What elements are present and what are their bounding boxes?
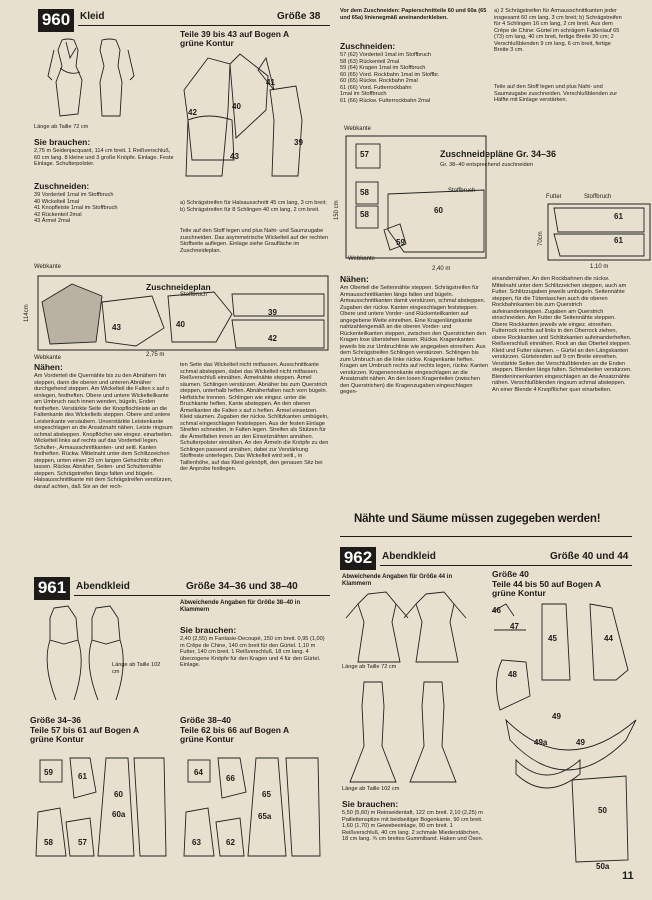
dress-960-illustration	[32, 36, 152, 126]
list-item: 58 (63) Rückenteil 2mal	[340, 58, 400, 65]
plan-webkante-bottom-960: Webkante	[34, 355, 61, 361]
plans-title-961: Zuschneidepläne Gr. 34–36	[440, 149, 557, 159]
pattern-960-size: Größe 38	[277, 11, 321, 22]
naehen-col2-960: ten Seite das Wickelteil nicht mitfassen. Ausschnittkante schmal absteppen, dabei das Wickelteil nicht mitfassen. Reißverschluß einnähen. Ärmelnähte steppen. Ärmel säumen. Schlingen verstürzen. Abnäher bis zum Querstrich steppen, unterhalb heften. Abnäherfalten nach vorn bügeln. Heftstiche trennen. Schlingen wie eingez. unter die Bruchkante heften, Kante absteppen. An den oberen Ärmelkanten die Falten x auf o heften. Ärmel einsetzen. Kleid säumen. Zugaben der rückw. Schlitzkanten umbügeln, schmal eingeschlagen feststeppen. Aus der festen Einlage Streifen schneiden, in Falten legen. Streifen als Stützen für die Ärmelfalten innen an den Einsetznähten annähen. Schulterpolster einnähen. An den Ärmeln die Knöpfe zu den Schlingen passend annähen, dabei zur Verstärkung Stoffreste unterlegen. Das Wickelteil wird seitl., in Taillenhöhe, auf das Kleid geknöpft, den genauen Sitz bei der Anprobe festlegen.	[180, 362, 329, 472]
header-rule-962	[380, 565, 632, 566]
piece-label-57: 57	[78, 838, 87, 847]
naehen-col2-961: einandernähen. An den Rockbahnen die rückw. Mittelnaht unter dem Schlitzzeichen steppen, auch am Futter. Schlitzzugaben jeweils umbügeln. Seitennähte steppen, für die Tütentaschen auch die oberen Rockbahnkanten bis zum Querstrich aufeinandersteppen. Zugaben am Querstrich einschneiden. Am Futter die Seitennähte steppen. Obere Rockkanten jeweils wie eingez. einreihen. Futterrock rechts auf links in den Oberrock ziehen, obere Rockkanten und Schlitzkanten aufeinanderheften. Reißverschluß einnähen. Rock an das Oberteil steppen. Kleid und Futter säumen. – Gürtel an den Längskanten verstürzen. Gürtelenden auf 9 cm Breite einreihen. Verstärkte Seiten der Verschlußblenden an die Enden steppen. Blenden längs falten. Schmalseiten verstürzen. Blendeninnenkanten eingeschlagen an die Ansatznähte nähen. Verschlußblenden ringsum schmal absteppen. An einer Blende 4 Knopflöcher quer einarbeiten.	[492, 276, 632, 393]
plan-piece-58b: 58	[360, 210, 369, 219]
piece-label-58: 58	[44, 838, 53, 847]
warning-banner: Nähte und Säume müssen zugegeben werden!	[354, 513, 601, 525]
pattern-number-962: 962	[340, 547, 376, 570]
zuschneiden-list-961	[340, 52, 490, 104]
plan-title-960: Zuschneideplan	[146, 282, 211, 292]
list-item: 61 (66) Vord. Futterrockbahn 1mal im Stoffbruch	[340, 84, 412, 97]
piece-label-59: 59	[44, 768, 53, 777]
plans-subtitle-961: Gr. 38–40 entsprechend zuschneiden	[440, 162, 533, 168]
plans-webkante-bottom: Webkante	[348, 256, 375, 262]
piece-label-49: 49	[552, 712, 561, 721]
piece-label-65a: 65a	[258, 812, 272, 821]
piece-label-49a: 49a	[534, 738, 548, 747]
pattern-960-title: Kleid	[80, 11, 105, 22]
zuschneiden-list-960	[34, 192, 174, 225]
list-item: 42 Rückenteil 2mal	[34, 211, 82, 218]
piece-label-65: 65	[262, 790, 271, 799]
sie-brauchen-text-961: 2,40 (2,55) m Fantasie-Decoupé, 150 cm breit. 0,95 (1,00) m Crêpe de Chine, 140 cm breit für den Gürtel. 1,10 m Futter, 140 cm breit. 1 Reißverschluß, 18 cm lang. 4 überzogene Knöpfe für den Kragen und 4 für den Gürtel. Einlage.	[180, 636, 325, 668]
pattern-962-title: Abendkleid	[382, 551, 436, 562]
list-item: 43 Ärmel 2mal	[34, 218, 71, 224]
piece-label-63: 63	[192, 838, 201, 847]
size-title-962: Größe 40	[492, 569, 529, 579]
plans-futter: Futter	[546, 194, 562, 200]
lining-piece-61a: 61	[614, 212, 623, 221]
plan-piece-58a: 58	[360, 188, 369, 197]
naehen-title-961: Nähen:	[340, 274, 369, 284]
plan-webkante-top-960: Webkante	[34, 264, 61, 270]
pattern-961-size: Größe 34–36 und 38–40	[186, 581, 298, 592]
plans-length-label: 2,40 m	[432, 266, 451, 272]
list-item: 40 Wickelteil 1mal	[34, 198, 80, 205]
pattern-number-961: 961	[34, 577, 70, 600]
piece-label-62: 62	[226, 838, 235, 847]
plan-piece-40: 40	[176, 320, 185, 329]
parts-heading-962: Teile 44 bis 50 auf Bogen A grüne Kontur	[492, 579, 602, 598]
length-note-960: Länge ab Taille 72 cm	[34, 124, 89, 130]
plan-width-960: 114cm	[24, 304, 30, 322]
piece-label-66: 66	[226, 774, 235, 783]
lining-length-label: 1,10 m	[590, 264, 609, 270]
zuschneiden-title-960: Zuschneiden:	[34, 181, 90, 191]
list-item: 41 Knopfleiste 1mal im Stoffbruch	[34, 205, 118, 211]
sie-brauchen-text-962: 5,50 (5,60) m Reinseidentaft, 122 cm breit. 2,10 (2,25) m Paillettenspitze mit beidseitiger Bogenkante, 90 cm breit. 1,60 (1,70) m Gewebeeinlage, 90 cm breit. 1 Reißverschluß, 40 cm lang. 2 schmale Miederstäbchen, 18 cm lang. ¾ cm breites Gummiband. Haken und Ösen.	[342, 810, 484, 842]
parts-heading-960: Teile 39 bis 43 auf Bogen A grüne Kontur	[180, 29, 290, 48]
header-rule-961	[74, 595, 330, 596]
deviation-note-962: Abweichende Angaben für Größe 44 in Klammern	[342, 574, 453, 587]
plan-piece-39: 39	[268, 308, 277, 317]
piece-label-60: 60	[114, 790, 123, 799]
piece-label-45: 45	[548, 634, 557, 643]
piece-label-41: 41	[266, 78, 275, 87]
plan-stoffbruch-960: Stoffbruch	[180, 292, 208, 298]
length-note-962-b: Länge ab Taille 102 cm	[342, 786, 400, 792]
pattern-number-960: 960	[38, 9, 74, 32]
piece-label-43: 43	[230, 152, 239, 161]
piece-label-42: 42	[188, 108, 197, 117]
piece-label-48: 48	[508, 670, 517, 679]
naehen-col1-961: Am Oberteil die Seitennähte steppen. Schrägstreifen für Armausschnittkanten längs falten und bügeln. Armausschnittkanten damit verstürzen, schmal absteppen. Zugaben der rückw. Kanten eingeschlagen feststeppen. Obere und untere Vorder- und Rückenteilkanten auf angegebene Weite einreihen. Eine Kragenlängskante nahtzahlengemäß an die oberen Vorder- und Rückenteilkanten steppen, zwischen den Querstrichen den Kragen lose überstehen lassen. Rückw. Kragenkanten jeweils bis zur Umbruchlinie wie angegeben einreihen. Aus dem Schrägstreifen Schlingen verstürzen. Schlingen bis zum Umbruch an die linke rückw. Kragenkante heften. Kragen am Umbruch rechts auf rechts legen, rückw. Kanten verstürzen. Kragenennnkante eingeschlagen an die Ansatznaht nähen. An den losen Kragenteilen (zwischen den Querstrichen) die Kragenzugaben eingeschlagen gegen-	[340, 285, 488, 395]
cutting-plan-960	[32, 272, 332, 352]
piece-label-47: 47	[510, 622, 519, 631]
header-rule-960	[78, 25, 330, 26]
size-a-parts-961: Teile 57 bis 61 auf Bogen A grüne Kontur	[30, 725, 140, 744]
piece-label-61: 61	[78, 772, 87, 781]
vor-dem-zuschneiden: Vor dem Zuschneiden: Papierschnitteile 60 und 60a (65 und 65a) linienegmäß aneinanderkleben.	[340, 8, 487, 21]
piece-label-50: 50	[598, 806, 607, 815]
plan-piece-57: 57	[360, 150, 369, 159]
length-note-962: Länge ab Taille 72 cm	[342, 664, 397, 670]
pattern-pieces-962	[486, 600, 636, 880]
piece-label-50a: 50a	[596, 862, 610, 871]
sie-brauchen-title-960: Sie brauchen:	[34, 137, 91, 147]
sie-brauchen-title-961: Sie brauchen:	[180, 625, 237, 635]
lining-width-label: 70cm	[538, 231, 544, 246]
lining-piece-61b: 61	[614, 236, 623, 245]
straps-text-961: a) 2 Schrägstreifen für Armausschnittkanten jeder insgesamt 60 cm lang, 3 cm breit; b) Schrägstreifen für 4 Schlingen 16 cm lang, 2 cm breit. Aus dem Crêpe de Chine: Gürtel im schrägem Fadenlauf 65 (73) cm lang, 40 cm breit, fertige Breite 30 cm; 2 Verschlußblenden 9 cm lang, 6 cm breit, fertige Breite 3 cm.	[494, 8, 622, 53]
naehen-col1-960: Am Vorderteil die Quernähte bis zu den Abnähern hin steppen, dann die oberen und unteren Abnäher durchgehend steppen. Am Wickelteil die Falten x auf o einlegen, festheften. Obere und untere Wickelteilkante am Umbruch nach innen wenden, bügeln, Enden festheften. Verstärkte Seite der Knopflochleiste an die Faltenkante des Wickelteils steppen. Obere und untere Leistenkante versäubern. Unverstärkte Leistenkante eingeschlagen an die Ansatznaht nähen. Leiste ringsum schmal absteppen. Knopflöcher wie eingez. einarbeiten. Wickelteil links auf rechts auf das Vorderteil legen. Schulter-, Armausschnittkanten- und seitl. Kanten festheften. Rückw. Mittelnaht unter dem Schlitzzeichen steppen, unten einen 23 cm langen Gehschlitz offen lassen. Rückw. Abnäher, Seiten- und Schulternähte steppen. Schrägstreifen längs falten und bügeln. Halsausschnittkante mit dem Schrägstreifen verstürzen, darauf achten, daß Sie an der rech-	[34, 373, 173, 490]
deviation-note-961: Abweichende Angaben für Größe 38–40 in Klammern	[180, 600, 301, 613]
piece-label-46: 46	[492, 606, 501, 615]
plans-width-label: 150 cm	[334, 200, 340, 220]
piece-label-39: 39	[294, 138, 303, 147]
naehen-title-960: Nähen:	[34, 362, 63, 372]
lining-plan-961	[544, 202, 652, 262]
banner-rule	[340, 536, 632, 537]
fabric-text-961: Teile auf den Stoff legen und plus Naht- und Saumzugabe zuschneiden. Verschlußblenden zur Hälfte mit Einlage verstärken.	[494, 84, 618, 103]
size-b-title-961: Größe 38–40	[180, 715, 232, 725]
plans-stoffbruch-lining: Stoffbruch	[584, 194, 612, 200]
plans-stoffbruch-main: Stoffbruch	[448, 188, 476, 194]
piece-label-64: 64	[194, 768, 203, 777]
sie-brauchen-text-960: 2,75 m Seidenjacquard, 114 cm breit. 1 Reißverschluß, 60 cm lang. 8 kleine und 3 große Knöpfe. Einlage. Feste Einlage. Schulterpolster.	[34, 148, 174, 167]
size-b-parts-961: Teile 62 bis 66 auf Bogen A grüne Kontur	[180, 725, 290, 744]
list-item: 61 (66) Rückw. Futterrockbahn 2mal	[340, 97, 431, 104]
page-number: 11	[622, 870, 634, 882]
plan-piece-42: 42	[268, 334, 277, 343]
list-item: 59 (64) Kragen 1mal im Stoffbruch	[340, 65, 426, 71]
plan-piece-60-plan: 60	[434, 206, 443, 215]
dress-962-illustration-top	[342, 588, 482, 668]
length-note-961: Länge ab Taille 102 cm	[112, 662, 161, 675]
plan-length-960: 2,75 m	[146, 352, 165, 358]
list-item: 60 (65) Rückw. Rockbahn 2mal	[340, 78, 418, 84]
pattern-pieces-960	[178, 50, 328, 200]
dress-961-illustration	[36, 604, 136, 704]
plan-piece-59: 59	[396, 238, 405, 247]
straps-text-960: a) Schrägstreifen für Halsausschnitt 45 cm lang, 3 cm breit; b) Schrägstreifen für 8 Schlingen 40 cm lang, 2 cm breit.	[180, 200, 327, 213]
sie-brauchen-title-962: Sie brauchen:	[342, 799, 399, 809]
plans-webkante-top: Webkante	[344, 126, 371, 132]
piece-label-44: 44	[604, 634, 613, 643]
list-item: 57 (62) Vorderteil 1mal im Stoffbruch	[340, 52, 431, 58]
piece-label-40: 40	[232, 102, 241, 111]
piece-label-49-b: 49	[576, 738, 585, 747]
plan-piece-43: 43	[112, 323, 121, 332]
pattern-962-size: Größe 40 und 44	[550, 551, 629, 562]
piece-label-60a: 60a	[112, 810, 126, 819]
list-item: 60 (65) Vord. Rockbahn 1mal im Stoffbr.	[340, 71, 440, 78]
size-a-title-961: Größe 34–36	[30, 715, 82, 725]
dress-962-illustration-bottom	[342, 676, 482, 786]
zuschneiden-title-961: Zuschneiden:	[340, 41, 396, 51]
pattern-961-title: Abendkleid	[76, 581, 130, 592]
fabric-text-960: Teile auf den Stoff legen und plus Naht- und Saumzugabe zuschneiden. Das asymmetrische Wickelteil auf der rechten Stoffseite auflegen. Einlage siehe Graufläche im Zuschneideplan.	[180, 228, 328, 254]
list-item: 39 Vorderteil 1mal im Stoffbruch	[34, 192, 114, 198]
